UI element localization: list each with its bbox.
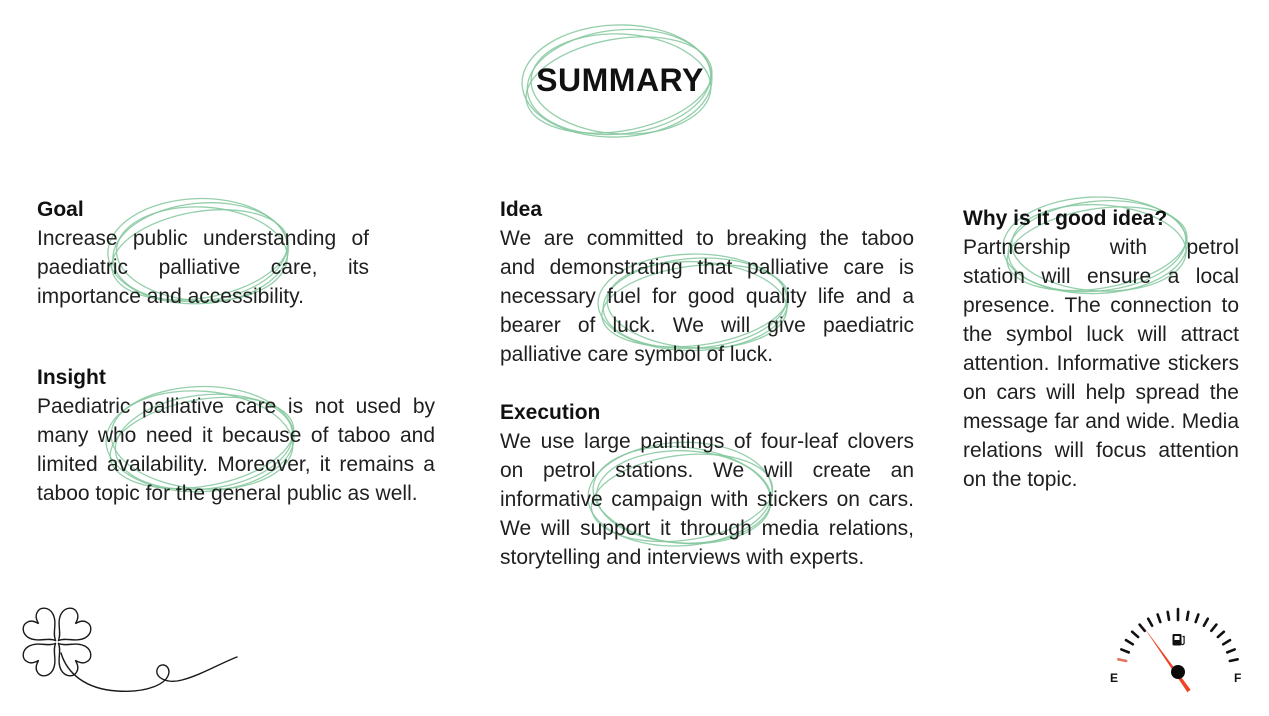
why-heading: Why is it good idea? — [963, 207, 1168, 230]
section-why — [963, 204, 1239, 494]
goal-body: Increase public understanding of paediatric palliative care, its importance and accessibility. — [37, 227, 369, 308]
section-execution — [500, 398, 914, 572]
section-idea — [500, 195, 914, 369]
section-insight — [37, 363, 435, 508]
goal-heading: Goal — [37, 198, 84, 221]
idea-heading: Idea — [500, 198, 543, 221]
execution-heading: Execution — [500, 401, 601, 424]
why-body: Partnership with petrol station will ensure a local presence. The connection to the symbol luck will attract attention. Informative stickers on cars will help spread the message far and wide. Media relations will focus attention on the topic. — [963, 236, 1239, 491]
gauge-full-label: F — [1234, 671, 1242, 685]
section-goal — [37, 195, 369, 311]
insight-body: Paediatric palliative care is not used by many who need it because of taboo and limited availability. Moreover, it remains a taboo topic for the general public as well. — [37, 395, 435, 505]
fuel-gauge-icon — [1100, 598, 1250, 703]
execution-body: We use large paintings of four-leaf clovers on petrol stations. We will create an informative campaign with stickers on cars. We will support it through media relations, storytelling and interviews with experts. — [500, 430, 914, 569]
four-leaf-clover-icon — [15, 595, 250, 710]
page-title: SUMMARY — [536, 62, 704, 98]
idea-body: We are committed to breaking the taboo and demonstrating that palliative care is necessary fuel for good quality life and a bearer of luck. We will give paediatric palliative care symbol of luck. — [500, 227, 914, 366]
insight-heading: Insight — [37, 366, 106, 389]
fuel-pump-icon — [1173, 634, 1185, 646]
gauge-empty-label: E — [1110, 671, 1119, 685]
